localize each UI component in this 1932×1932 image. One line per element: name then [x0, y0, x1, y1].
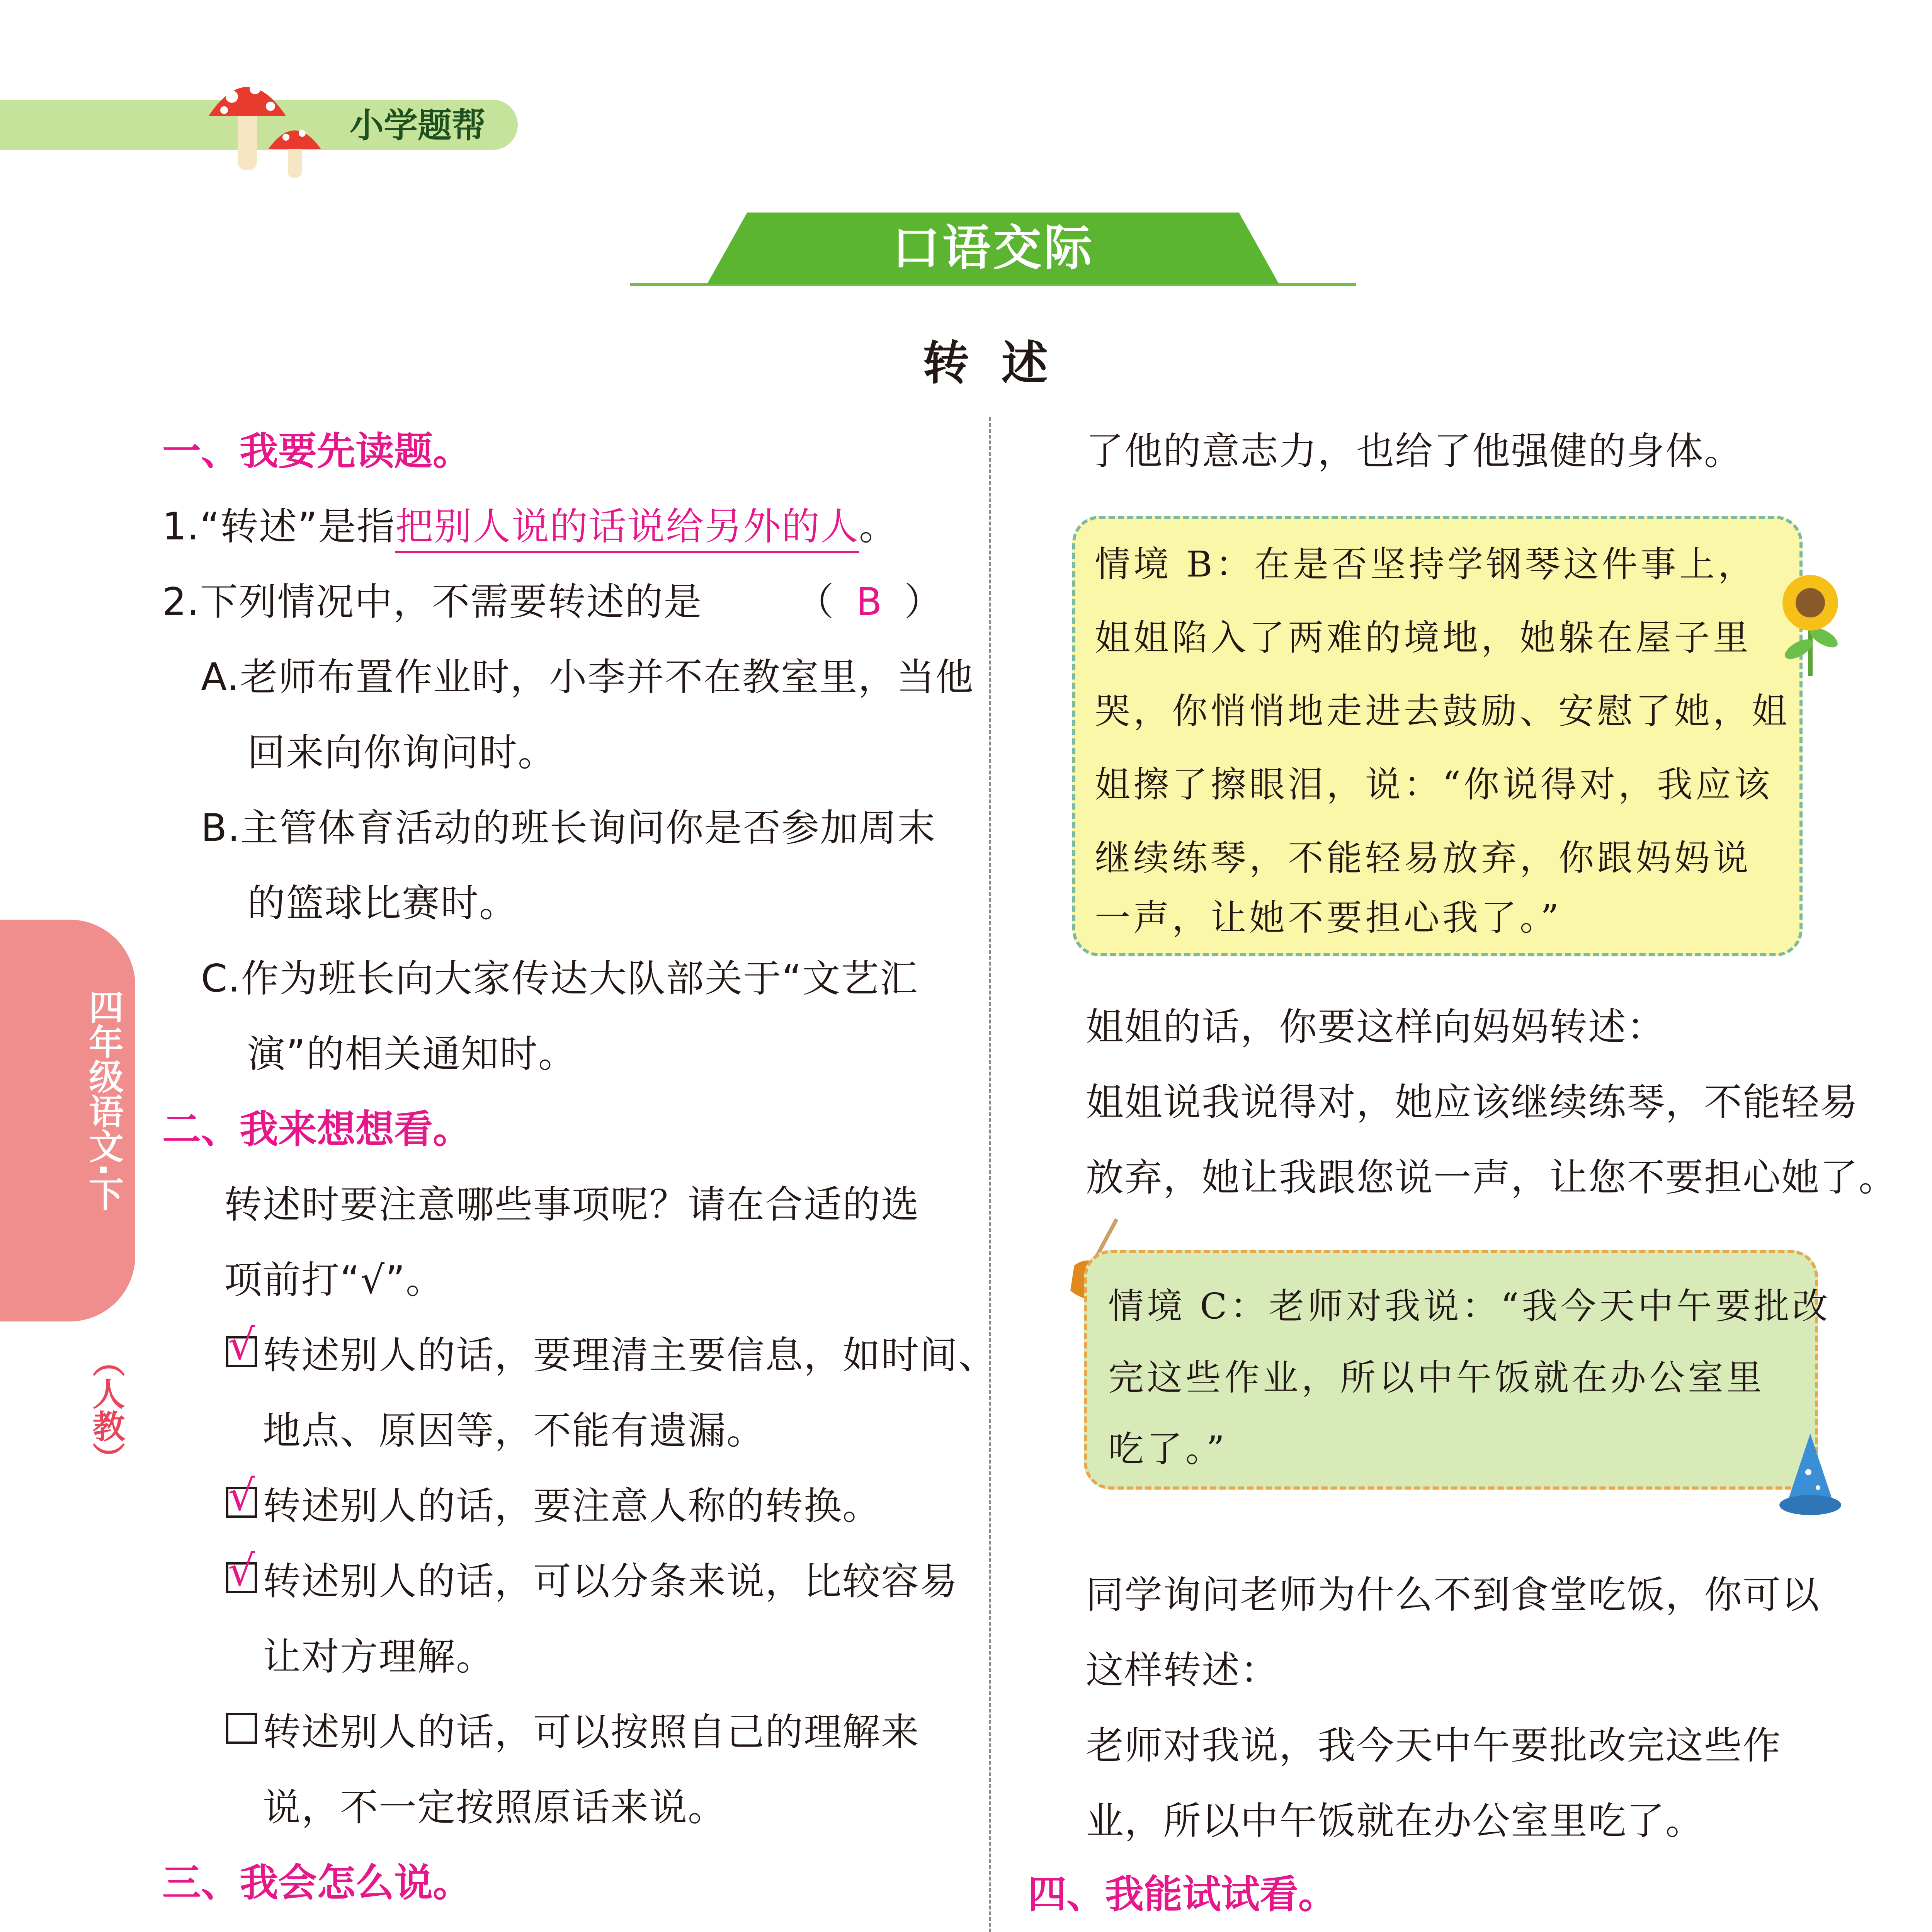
q2-prompt-line1: 转述时要注意哪些事项呢？请在合适的选 [224, 1183, 920, 1227]
section-banner-text: 口语交际 [892, 220, 1094, 276]
q1-item1-answer: 把别人说的话说给另外的人 [395, 505, 859, 553]
check-mark-1: √ [228, 1320, 255, 1369]
q1-item1 [162, 489, 898, 565]
scenario-c-line1: 情境 C：老师对我说：“我今天中午要批改 [1108, 1286, 1831, 1327]
retell-c-line2: 业，所以中午饭就在办公室里吃了。 [1086, 1799, 1704, 1843]
retell-b-intro: 姐姐的话，你要这样向妈妈转述： [1086, 1005, 1666, 1049]
retell-b-line2: 放弃，她让我跟您说一声，让您不要担心她了。 [1086, 1156, 1898, 1200]
q2-check4-line1: 转述别人的话，可以按照自己的理解来 [263, 1710, 920, 1754]
wizard-hat-icon [1772, 1430, 1849, 1522]
q3-prompt-line1 [224, 1920, 939, 1932]
mushroom-logo-icon [201, 66, 340, 182]
q1-option-a-line2: 回来向你询问时。 [247, 731, 557, 775]
scenario-b-box [1072, 516, 1803, 956]
q4-scenario1-line1 [1086, 1930, 1820, 1932]
q1-item2: 2.下列情况中，不需要转述的是 [162, 580, 702, 624]
retell-c-intro-line1: 同学询问老师为什么不到食堂吃饭，你可以 [1086, 1573, 1820, 1617]
q2-check1-line2: 地点、原因等，不能有遗漏。 [263, 1409, 765, 1453]
scenario-b-line1: 情境 B：在是否坚持学钢琴这件事上， [1095, 544, 1757, 585]
q2-check2-line1: 转述别人的话，要注意人称的转换。 [263, 1484, 881, 1528]
check-mark-3: √ [228, 1546, 255, 1595]
q1-item1-suffix: 。 [859, 505, 898, 549]
sunflower-icon [1768, 564, 1853, 680]
q3-heading: 三、我会怎么说。 [162, 1860, 471, 1905]
page-title: 转 述 [923, 336, 1048, 390]
retell-c-intro-line2: 这样转述： [1086, 1648, 1279, 1692]
retell-b-line1: 姐姐说我说得对，她应该继续练琴，不能轻易 [1086, 1080, 1859, 1124]
q2-check4-line2: 说，不一定按照原话来说。 [263, 1786, 727, 1830]
retell-a-line2: 了他的意志力，也给了他强健的身体。 [1086, 429, 1743, 473]
q1-option-c-line1: C.作为班长向大家传达大队部关于“文艺汇 [201, 957, 918, 1001]
q2-check1-line1: 转述别人的话，要理清主要信息，如时间、 [263, 1333, 997, 1378]
q1-item1-prefix: 1.“转述”是指 [162, 505, 396, 549]
sidebar-grade: 四年级语文·下 [83, 989, 123, 1211]
scenario-b-line4: 姐擦了擦眼泪，说：“你说得对，我应该 [1095, 764, 1773, 805]
check-mark-2: √ [228, 1471, 255, 1520]
scenario-c-box [1084, 1250, 1831, 1490]
paren-left: （ [796, 580, 835, 624]
retell-c-line1: 老师对我说，我今天中午要批改完这些作 [1086, 1724, 1782, 1768]
q1-option-b-line1: B.主管体育活动的班长询问你是否参加周末 [201, 806, 936, 850]
scenario-c-line3: 吃了。” [1108, 1429, 1228, 1470]
q1-option-c-line2: 演”的相关通知时。 [247, 1032, 577, 1076]
brand-label: 小学题帮 [350, 105, 486, 145]
scenario-c-line2: 完这些作业，所以中午饭就在办公室里 [1108, 1357, 1765, 1398]
q1-option-b-line2: 的篮球比赛时。 [247, 881, 518, 925]
q1-option-a-line1: A.老师布置作业时，小李并不在教室里，当他 [201, 655, 974, 699]
q2-heading: 二、我来想想看。 [162, 1107, 471, 1152]
sidebar-edition: （人教） [87, 1345, 125, 1475]
q2-check3-line1: 转述别人的话，可以分条来说，比较容易 [263, 1560, 959, 1604]
paren-right: ） [904, 580, 943, 624]
q1-heading: 一、我要先读题。 [162, 429, 471, 474]
scenario-b-line3: 哭，你悄悄地走进去鼓励、安慰了她，姐 [1095, 690, 1791, 732]
scenario-b-line5: 继续练琴，不能轻易放弃，你跟妈妈说 [1095, 837, 1752, 879]
q1-item2-paren [796, 564, 943, 640]
q2-prompt-line2: 项前打“√”。 [224, 1258, 444, 1302]
q1-item2-answer: B [856, 580, 883, 624]
checkbox-4[interactable] [226, 1713, 257, 1744]
q4-heading: 四、我能试试看。 [1028, 1872, 1337, 1917]
scenario-b-line2: 姐姐陷入了两难的境地，她躲在屋子里 [1095, 617, 1752, 658]
q3-prompt-answer [572, 1920, 630, 1932]
column-divider [989, 417, 991, 1932]
scenario-b-line6: 一声，让她不要担心我了。” [1095, 897, 1562, 939]
q2-check3-line2: 让对方理解。 [263, 1635, 495, 1679]
